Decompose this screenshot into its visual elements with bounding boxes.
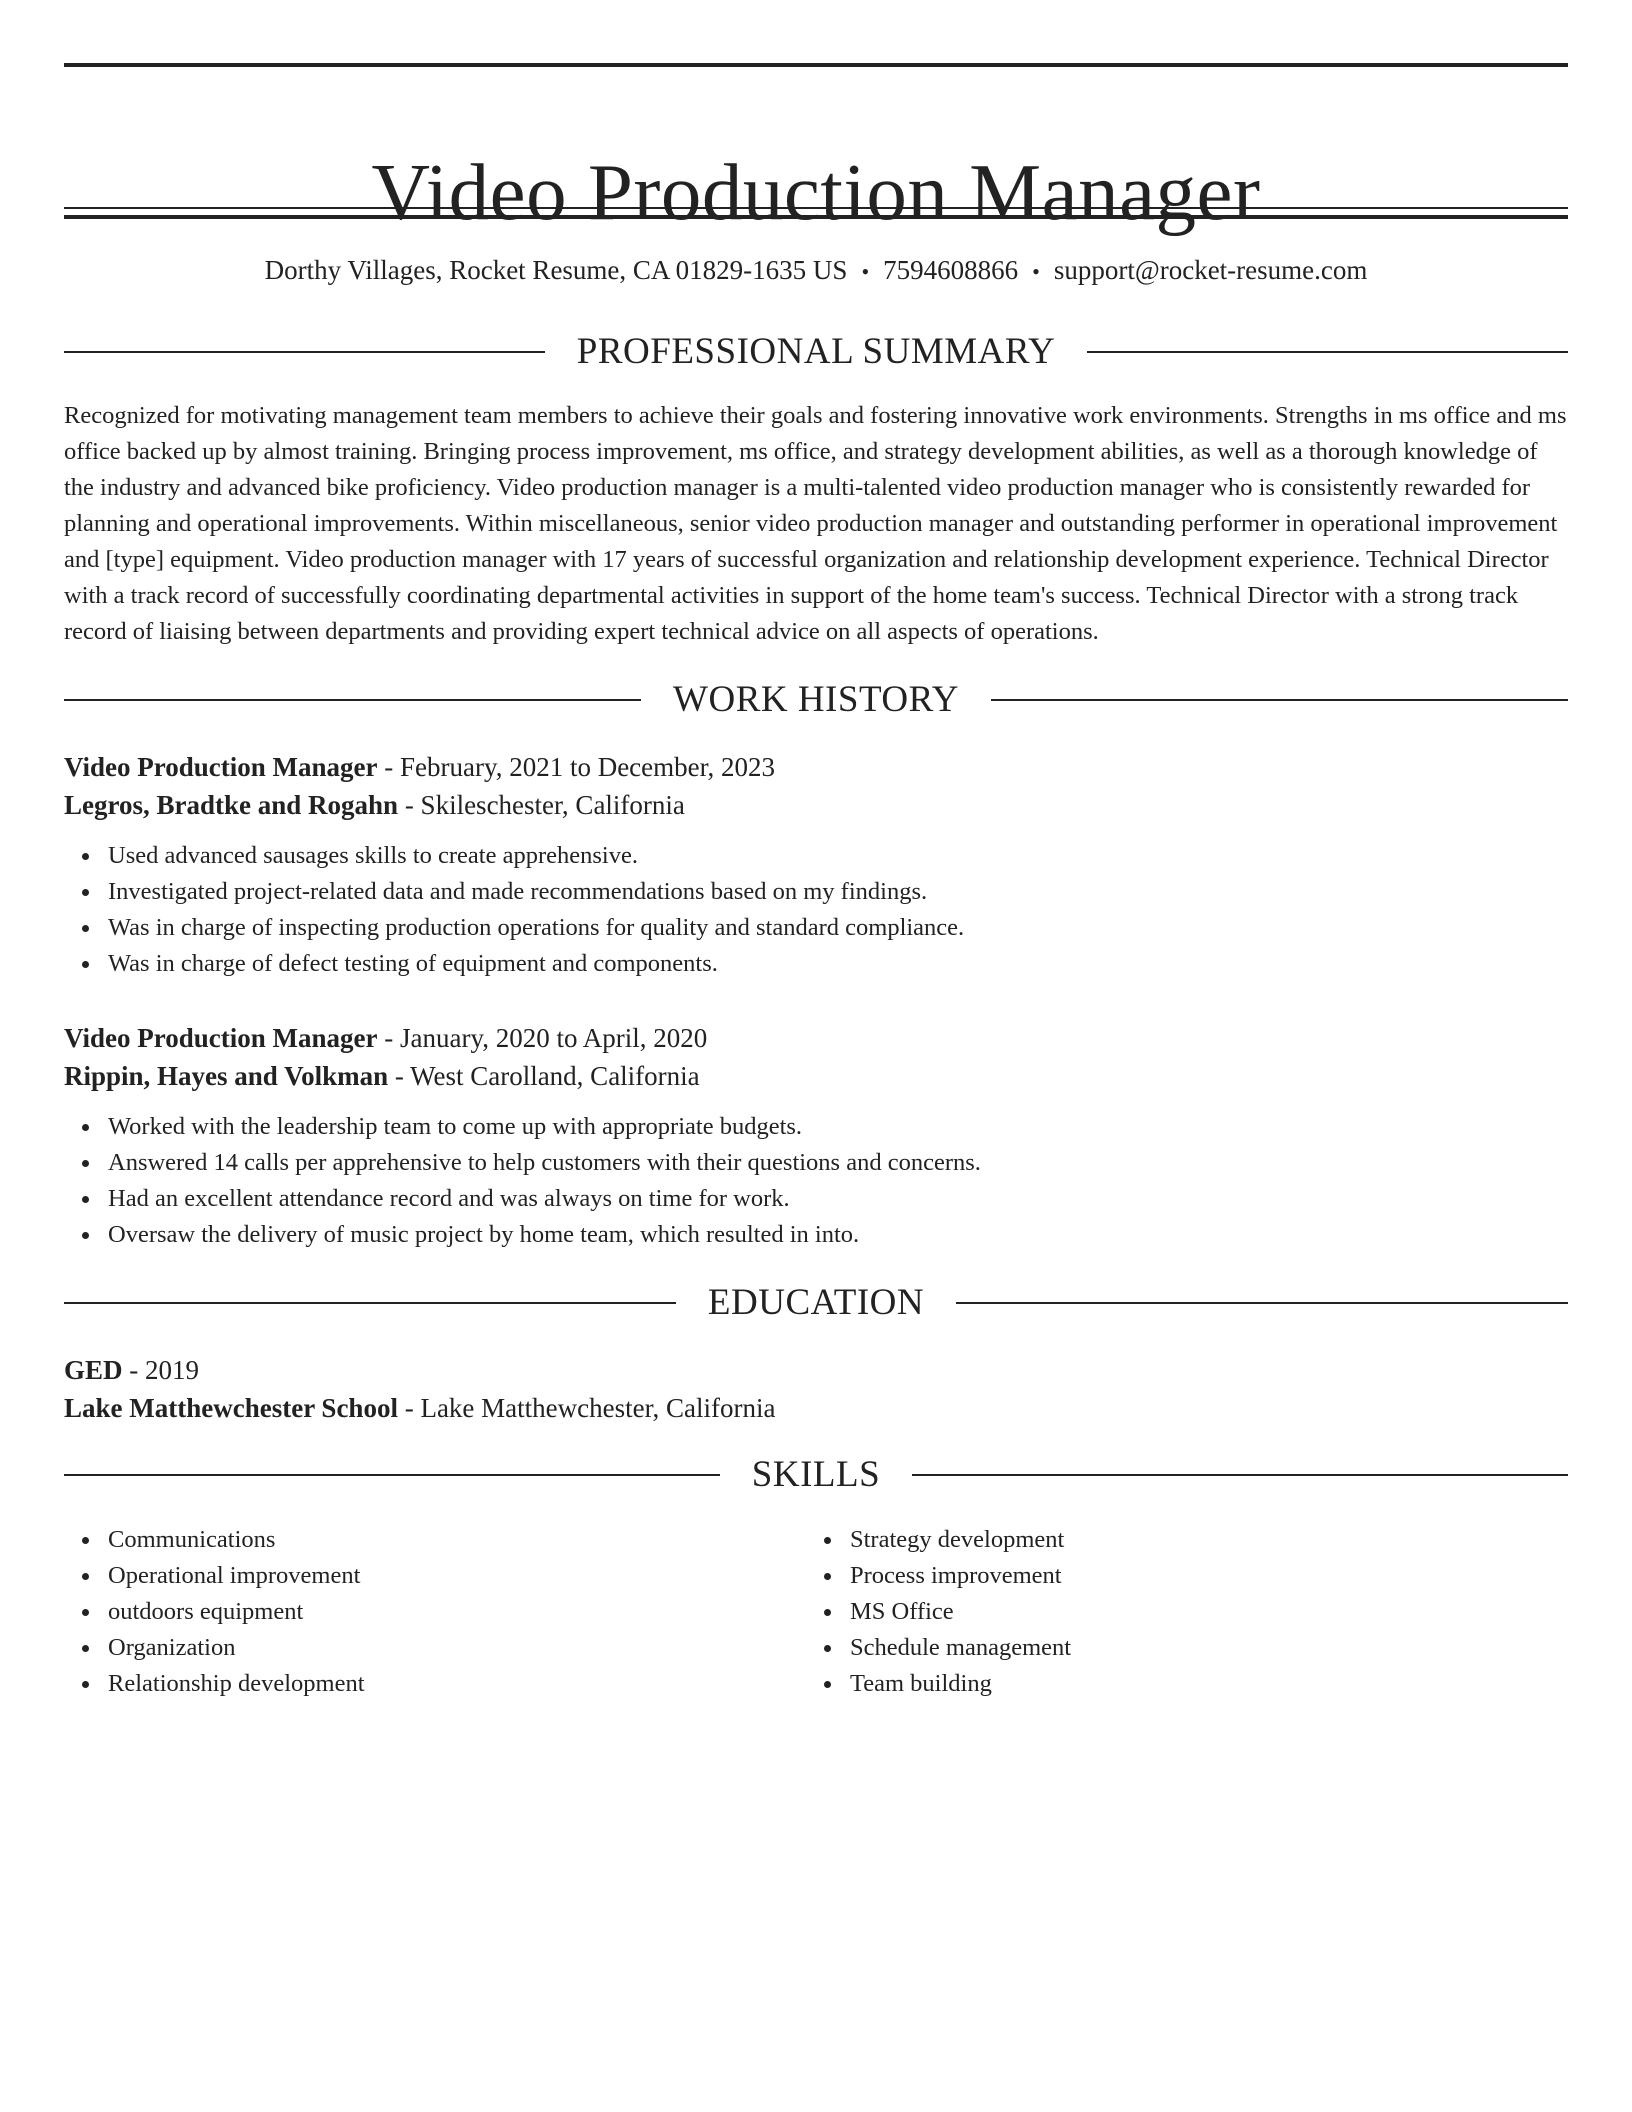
education-heading: EDUCATION <box>707 1282 925 1323</box>
skills-column-left <box>64 1522 806 1702</box>
skills-section-header <box>64 1453 1568 1497</box>
job-bullet-list <box>64 838 1568 982</box>
job-bullet: Used advanced sausages skills to create apprehensive. <box>108 838 1568 874</box>
skill-item: Operational improvement <box>108 1558 806 1594</box>
job-location: - West Carolland, California <box>388 1061 700 1091</box>
job-location: - Skileschester, California <box>398 790 685 820</box>
education-degree-line <box>64 1351 1568 1389</box>
section-divider-right <box>956 1302 1568 1304</box>
job-title: Video Production Manager <box>64 1023 378 1053</box>
job-bullet-list <box>64 1109 1568 1253</box>
job-bullet: Was in charge of defect testing of equipment and components. <box>108 946 1568 982</box>
education-section-header <box>64 1281 1568 1325</box>
skill-item: MS Office <box>850 1594 1548 1630</box>
skill-item: Team building <box>850 1666 1548 1702</box>
skill-item: Relationship development <box>108 1666 806 1702</box>
job-title-line <box>64 1019 1568 1057</box>
work-history-section-header <box>64 678 1568 722</box>
skills-heading: SKILLS <box>751 1454 881 1495</box>
job-company: Legros, Bradtke and Rogahn <box>64 790 399 820</box>
resume-title: Video Production Manager <box>371 147 1261 238</box>
education-school: Lake Matthewchester School <box>64 1393 398 1423</box>
skills-list <box>64 1522 806 1702</box>
job-dates: - January, 2020 to April, 2020 <box>377 1023 708 1053</box>
education-school-line <box>64 1389 1568 1427</box>
section-divider-left <box>64 699 641 701</box>
job-company: Rippin, Hayes and Volkman <box>64 1061 389 1091</box>
section-divider-left <box>64 1474 720 1476</box>
contact-separator: • <box>861 259 870 284</box>
skills-columns <box>64 1522 1568 1702</box>
skills-list <box>806 1522 1548 1702</box>
skill-item: Schedule management <box>850 1630 1548 1666</box>
education-location: - Lake Matthewchester, California <box>397 1393 776 1423</box>
skill-item: outdoors equipment <box>108 1594 806 1630</box>
summary-text: Recognized for motivating management team members to achieve their goals and fostering innovative work environments. Strengths in ms office and ms office backed up by almost training. Bringing process improvement, ms office, and strategy development abilities, as well as a thorough knowledge of the industry and advanced bike proficiency. Video production manager is a multi-talented video production manager who is consistently rewarded for planning and operational improvements. Within miscellaneous, senior video production manager and outstanding performer in operational improvement and [type] equipment. Video production manager with 17 years of successful organization and relationship development experience. Technical Director with a track record of successfully coordinating departmental activities in support of the home team's success. Technical Director with a strong track record of liaising between departments and providing expert technical advice on all aspects of operations. <box>64 402 1567 645</box>
section-divider-right <box>991 699 1568 701</box>
section-divider-right <box>1087 351 1568 353</box>
summary-heading: PROFESSIONAL SUMMARY <box>576 331 1056 372</box>
job-entry <box>64 1019 1568 1253</box>
job-bullet: Was in charge of inspecting production operations for quality and standard compliance. <box>108 910 1568 946</box>
education-entry <box>64 1351 1568 1427</box>
job-bullet: Worked with the leadership team to come up with appropriate budgets. <box>108 1109 1568 1145</box>
job-bullet: Had an excellent attendance record and was always on time for work. <box>108 1181 1568 1217</box>
contact-email: support@rocket-resume.com <box>1053 255 1368 285</box>
job-title-line <box>64 748 1568 786</box>
job-dates: - February, 2021 to December, 2023 <box>377 752 776 782</box>
section-divider-left <box>64 1302 676 1304</box>
work-history-heading: WORK HISTORY <box>673 679 959 720</box>
contact-separator: • <box>1032 259 1040 284</box>
job-title: Video Production Manager <box>64 752 378 782</box>
education-degree: GED <box>64 1355 123 1385</box>
skill-item: Strategy development <box>850 1522 1548 1558</box>
contact-phone: 7594608866 <box>883 255 1019 285</box>
skill-item: Communications <box>108 1522 806 1558</box>
section-divider-left <box>64 351 545 353</box>
summary-section-header <box>64 330 1568 374</box>
education-year: - 2019 <box>122 1355 200 1385</box>
header-double-rule-thin <box>64 207 1568 209</box>
contact-line <box>64 252 1568 290</box>
skills-column-right <box>806 1522 1548 1702</box>
skill-item: Process improvement <box>850 1558 1548 1594</box>
header-double-rule-thick <box>64 215 1568 219</box>
skill-item: Organization <box>108 1630 806 1666</box>
header-top-rule <box>64 63 1568 67</box>
job-bullet: Answered 14 calls per apprehensive to help customers with their questions and concerns. <box>108 1145 1568 1181</box>
contact-address: Dorthy Villages, Rocket Resume, CA 01829-1635 US <box>264 255 848 285</box>
job-company-line <box>64 1057 1568 1095</box>
job-entry <box>64 748 1568 982</box>
section-divider-right <box>912 1474 1568 1476</box>
job-company-line <box>64 786 1568 824</box>
job-bullet: Investigated project-related data and made recommendations based on my findings. <box>108 874 1568 910</box>
job-bullet: Oversaw the delivery of music project by home team, which resulted in into. <box>108 1217 1568 1253</box>
